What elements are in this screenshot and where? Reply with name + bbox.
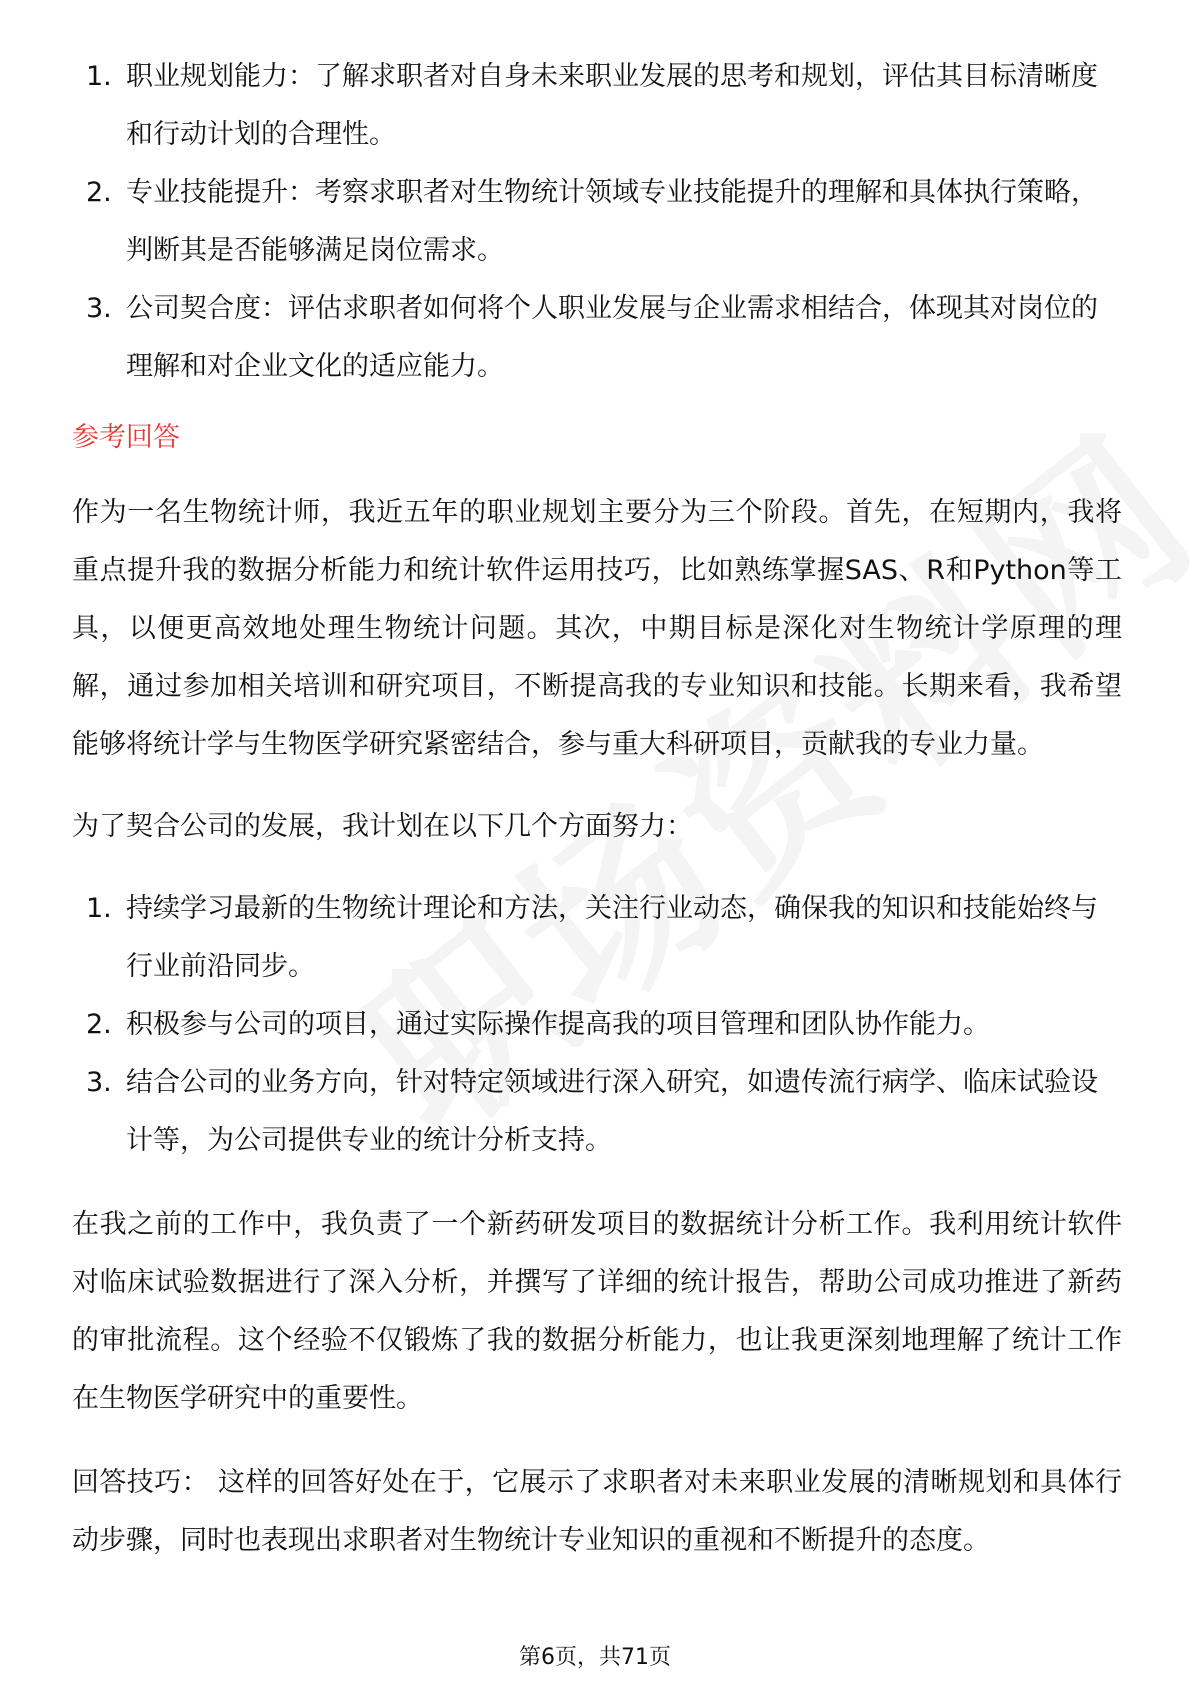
list-item-number: 2.: [86, 177, 112, 208]
list-item-number: 1.: [86, 893, 112, 924]
page-content: [72, 48, 1122, 1570]
list-item: [72, 280, 1122, 396]
plan-intro-paragraph: 为了契合公司的发展，我计划在以下几个方面努力：: [72, 811, 693, 842]
plan-list: [72, 880, 1122, 1170]
list-item-text: 公司契合度：评估求职者如何将个人职业发展与企业需求相结合，体现其对岗位的理解和对企业文化的适应能力。: [126, 293, 1098, 382]
list-item: [72, 996, 1122, 1054]
list-item-text: 持续学习最新的生物统计理论和方法，关注行业动态，确保我的知识和技能始终与行业前沿同步。: [126, 893, 1098, 982]
answer-tips-paragraph: 回答技巧： 这样的回答好处在于，它展示了求职者对未来职业发展的清晰规划和具体行动步骤，同时也表现出求职者对生物统计专业知识的重视和不断提升的态度。: [72, 1467, 1122, 1556]
list-item-number: 1.: [86, 61, 112, 92]
answer-paragraph: 作为一名生物统计师，我近五年的职业规划主要分为三个阶段。首先，在短期内，我将重点提升我的数据分析能力和统计软件运用技巧，比如熟练掌握SAS、R和Python等工具，以便更高效地处理生物统计问题。其次，中期目标是深化对生物统计学原理的理解，通过参加相关培训和研究项目，不断提高我的专业知识和技能。长期来看，我希望能够将统计学与生物医学研究紧密结合，参与重大科研项目，贡献我的专业力量。: [72, 497, 1122, 760]
evaluation-points-list: [72, 48, 1122, 396]
list-item-number: 3.: [86, 293, 112, 324]
list-item-text: 专业技能提升：考察求职者对生物统计领域专业技能提升的理解和具体执行策略，判断其是否能够满足岗位需求。: [126, 177, 1098, 266]
list-item: [72, 1054, 1122, 1170]
list-item-text: 结合公司的业务方向，针对特定领域进行深入研究，如遗传流行病学、临床试验设计等，为公司提供专业的统计分析支持。: [126, 1067, 1098, 1156]
list-item-text: 积极参与公司的项目，通过实际操作提高我的项目管理和团队协作能力。: [126, 1009, 990, 1040]
page-number: 第6页，共71页: [519, 1645, 671, 1670]
list-item: [72, 164, 1122, 280]
section-title: 参考回答: [72, 422, 180, 453]
list-item-number: 3.: [86, 1067, 112, 1098]
experience-paragraph: 在我之前的工作中，我负责了一个新药研发项目的数据统计分析工作。我利用统计软件对临床试验数据进行了深入分析，并撰写了详细的统计报告，帮助公司成功推进了新药的审批流程。这个经验不仅锻炼了我的数据分析能力，也让我更深刻地理解了统计工作在生物医学研究中的重要性。: [72, 1209, 1122, 1414]
list-item: [72, 880, 1122, 996]
list-item-text: 职业规划能力：了解求职者对自身未来职业发展的思考和规划，评估其目标清晰度和行动计划的合理性。: [126, 61, 1098, 150]
list-item: [72, 48, 1122, 164]
list-item-number: 2.: [86, 1009, 112, 1040]
